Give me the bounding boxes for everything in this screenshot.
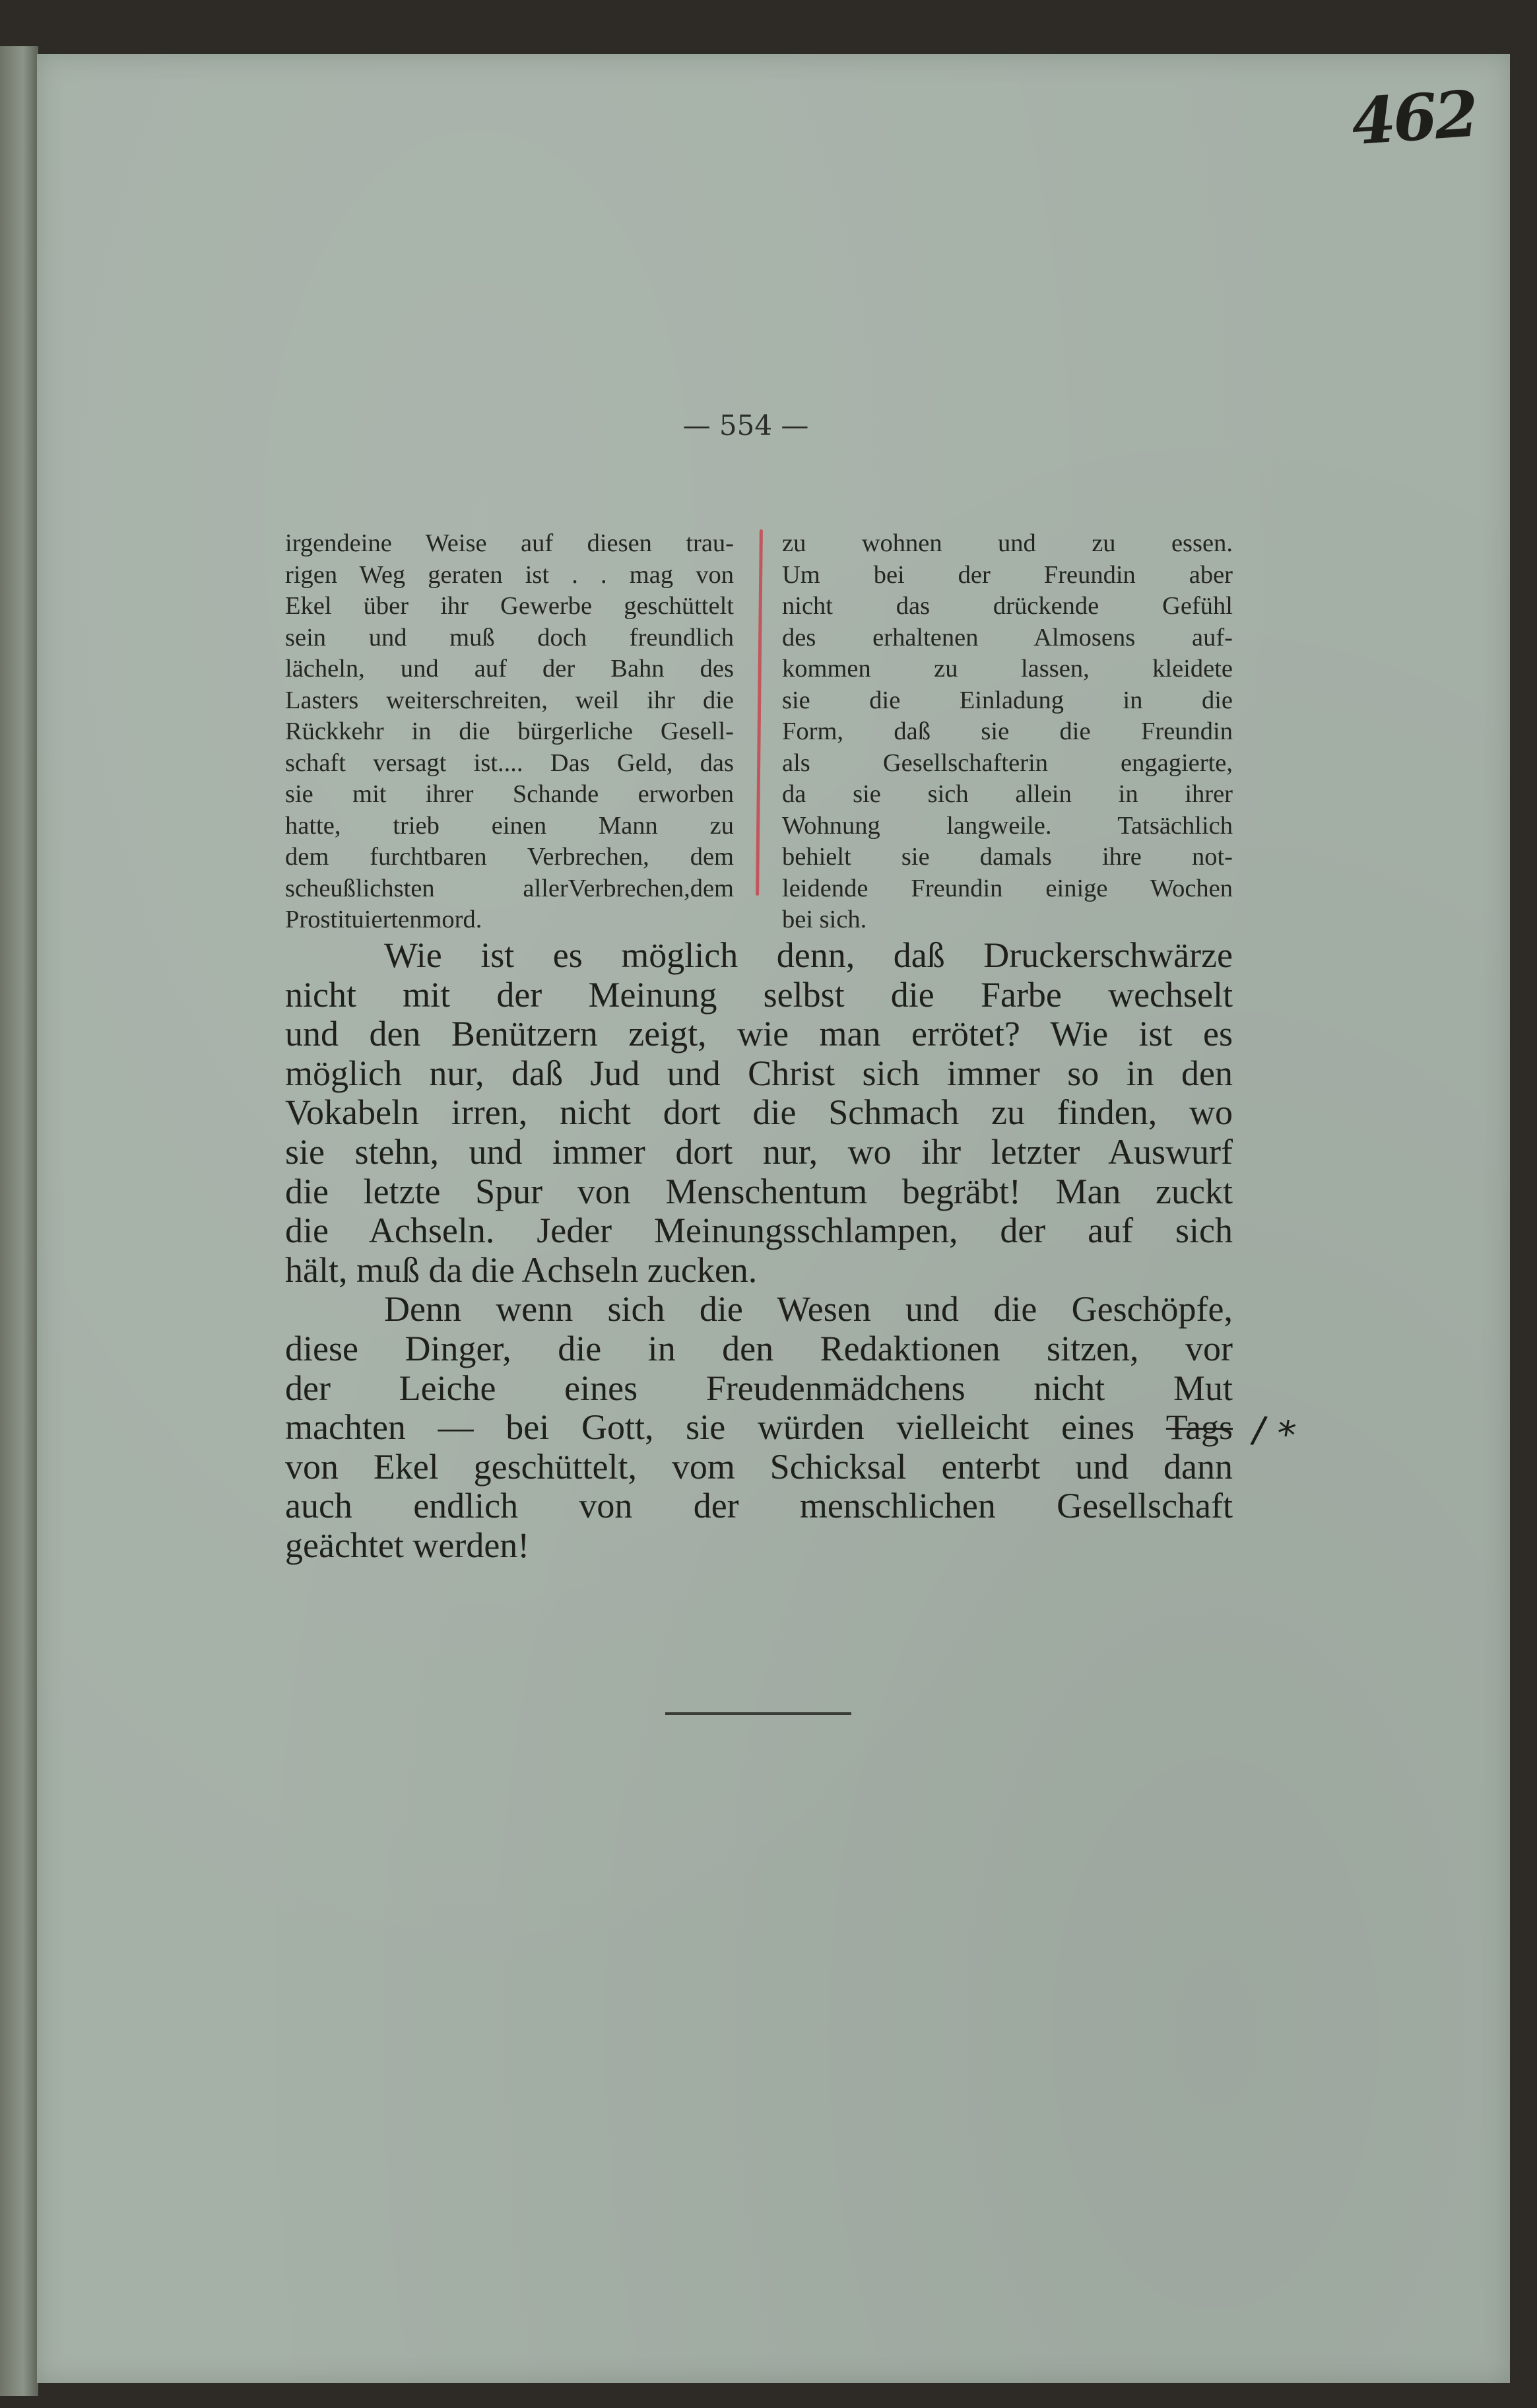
left-column-line: hatte, trieb einen Mann zu <box>285 811 734 840</box>
paragraph-line: von Ekel geschüttelt, vom Schicksal enterbt und dann <box>285 1446 1233 1487</box>
left-column-line: sie mit ihrer Schande erworben <box>285 780 734 808</box>
right-column-line: sie die Einladung in die <box>782 686 1233 714</box>
left-column-line: scheußlichsten allerVerbrechen,dem <box>285 874 734 902</box>
paragraph-line: der Leiche eines Freudenmädchens nicht Mut <box>285 1368 1233 1408</box>
paragraph-line: die letzte Spur von Menschentum begräbt! Man zuckt <box>285 1171 1233 1211</box>
closing-rule <box>665 1712 851 1715</box>
paragraph-line: hält, muß da die Achseln zucken. <box>285 1250 758 1290</box>
paragraph-line: sie stehn, und immer dort nur, wo ihr letzter Auswurf <box>285 1131 1233 1172</box>
right-column-line: behielt sie damals ihre not- <box>782 843 1233 871</box>
struck-word: Tags <box>1165 1407 1233 1448</box>
left-column-line: Ekel über ihr Gewerbe geschüttelt <box>285 592 734 620</box>
paragraph-line-corrected <box>285 1408 1233 1448</box>
paragraph-line: Denn wenn sich die Wesen und die Geschöpfe, <box>384 1289 1233 1329</box>
right-column-line: zu wohnen und zu essen. <box>782 529 1233 557</box>
right-column-line: kommen zu lassen, kleidete <box>782 655 1233 683</box>
page-number: — 554 — <box>682 409 809 442</box>
margin-correction-mark: / * <box>1249 1407 1299 1458</box>
left-column-line: sein und muß doch freundlich <box>285 623 734 652</box>
right-column-line: bei sich. <box>782 906 867 933</box>
right-column <box>782 528 1233 936</box>
right-column-line: nicht das drückende Gefühl <box>782 592 1233 620</box>
paragraph-line: auch endlich von der menschlichen Gesellschaft <box>285 1486 1233 1526</box>
right-column-line: des erhaltenen Almosens auf- <box>782 623 1233 652</box>
paragraph-line: möglich nur, daß Jud und Christ sich immer so in den <box>285 1053 1233 1093</box>
paragraph-line: Wie ist es möglich denn, daß Druckerschwärze <box>384 935 1233 975</box>
left-column-line: irgendeine Weise auf diesen trau- <box>285 529 734 557</box>
left-column-line: Lasters weiterschreiten, weil ihr die <box>285 686 734 714</box>
left-column-line: lächeln, und auf der Bahn des <box>285 655 734 683</box>
right-column-line: leidende Freundin einige Wochen <box>782 874 1233 902</box>
paragraph-line: die Achseln. Jeder Meinungsschlampen, der auf sich <box>285 1211 1233 1251</box>
left-column-line: dem furchtbaren Verbrechen, dem <box>285 843 734 871</box>
right-column-line: als Gesellschafterin engagierte, <box>782 749 1233 777</box>
left-column-line: schaft versagt ist.... Das Geld, das <box>285 749 734 777</box>
paragraph-line: geächtet werden! <box>285 1525 530 1565</box>
right-column-line: da sie sich allein in ihrer <box>782 780 1233 808</box>
paragraph-line: diese Dinger, die in den Redaktionen sitzen, vor <box>285 1328 1233 1368</box>
left-column-line: Prostituiertenmord. <box>285 906 482 933</box>
paragraph-line: und den Benützern zeigt, wie man errötet? Wie ist es <box>285 1014 1233 1054</box>
right-column-line: Um bei der Freundin aber <box>782 560 1233 589</box>
paragraph-line: Vokabeln irren, nicht dort die Schmach zu finden, wo <box>285 1092 1233 1133</box>
left-column-line: Rückkehr in die bürgerliche Gesell- <box>285 718 734 745</box>
left-column <box>285 528 734 936</box>
main-text <box>285 936 1233 1566</box>
line-text: machten — bei Gott, sie würden vielleicht eines <box>285 1407 1166 1448</box>
right-column-line: Form, daß sie die Freundin <box>782 718 1233 745</box>
left-column-line: rigen Weg geraten ist . . mag von <box>285 560 734 589</box>
handwritten-folio-number: 462 <box>1348 76 1478 160</box>
paragraph-line: nicht mit der Meinung selbst die Farbe wechselt <box>285 974 1233 1015</box>
right-column-line: Wohnung langweile. Tatsächlich <box>782 811 1233 840</box>
binding-edge <box>0 46 38 2396</box>
